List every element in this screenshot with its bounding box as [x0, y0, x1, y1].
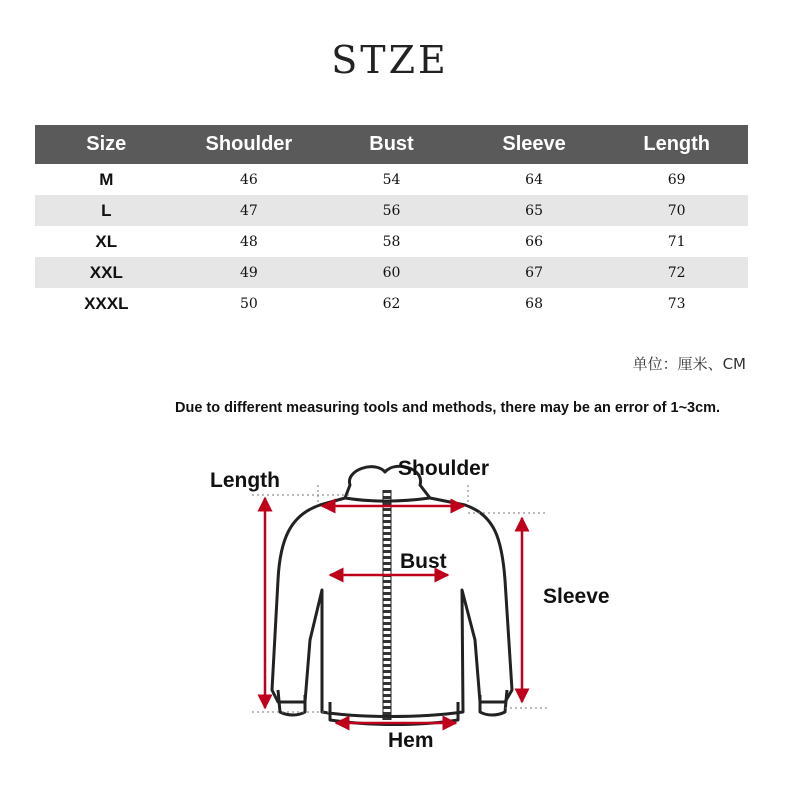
- sleeve-label: Sleeve: [543, 585, 610, 608]
- table-row: [35, 257, 748, 288]
- bust-label: Bust: [400, 550, 447, 573]
- length-cell: 73: [667, 295, 686, 312]
- bust-cell: 62: [382, 295, 401, 312]
- shoulder-label: Shoulder: [398, 457, 490, 480]
- header-length: Length: [605, 125, 748, 164]
- table-header-row: [35, 125, 748, 164]
- bust-cell: 60: [320, 257, 463, 288]
- size-chart-table: [35, 125, 748, 319]
- length-cell: 71: [667, 233, 686, 250]
- length-cell: 72: [605, 257, 748, 288]
- sleeve-cell: 67: [463, 257, 606, 288]
- table-row: [35, 226, 748, 257]
- header-size: Size: [35, 125, 178, 164]
- sleeve-cell: 66: [525, 233, 543, 250]
- table-row: [35, 288, 748, 319]
- bust-cell: 56: [320, 195, 463, 226]
- size-cell: XL: [95, 231, 118, 251]
- sleeve-cell: 65: [463, 195, 606, 226]
- length-cell: 70: [605, 195, 748, 226]
- size-cell: L: [35, 195, 178, 226]
- shoulder-cell: 50: [239, 295, 258, 312]
- header-bust: Bust: [320, 125, 463, 164]
- measurement-arrows: [265, 498, 522, 723]
- size-cell: XXXL: [84, 293, 129, 313]
- page-title: STZE: [331, 38, 449, 82]
- table-row: [35, 164, 748, 195]
- length-cell: 69: [667, 171, 686, 188]
- bust-cell: 58: [382, 233, 401, 250]
- length-label: Length: [210, 469, 280, 492]
- measurement-disclaimer: Due to different measuring tools and methods, there may be an error of 1~3cm.: [175, 400, 721, 416]
- zipper: [383, 490, 391, 720]
- bust-cell: 54: [382, 171, 401, 188]
- shoulder-cell: 49: [178, 257, 321, 288]
- sleeve-cell: 68: [525, 295, 543, 312]
- jacket-body: [272, 498, 512, 717]
- shoulder-cell: 48: [239, 233, 258, 250]
- shoulder-cell: 47: [178, 195, 321, 226]
- table-row: [35, 195, 748, 226]
- sleeve-cell: 64: [525, 171, 543, 188]
- hem-label: Hem: [388, 729, 434, 752]
- size-cell: XXL: [35, 257, 178, 288]
- jacket-measurement-diagram: [0, 440, 800, 800]
- shoulder-cell: 46: [239, 171, 258, 188]
- header-sleeve: Sleeve: [463, 125, 606, 164]
- header-shoulder: Shoulder: [178, 125, 321, 164]
- size-cell: M: [99, 169, 114, 189]
- unit-note: 单位：厘米、CM: [632, 355, 746, 373]
